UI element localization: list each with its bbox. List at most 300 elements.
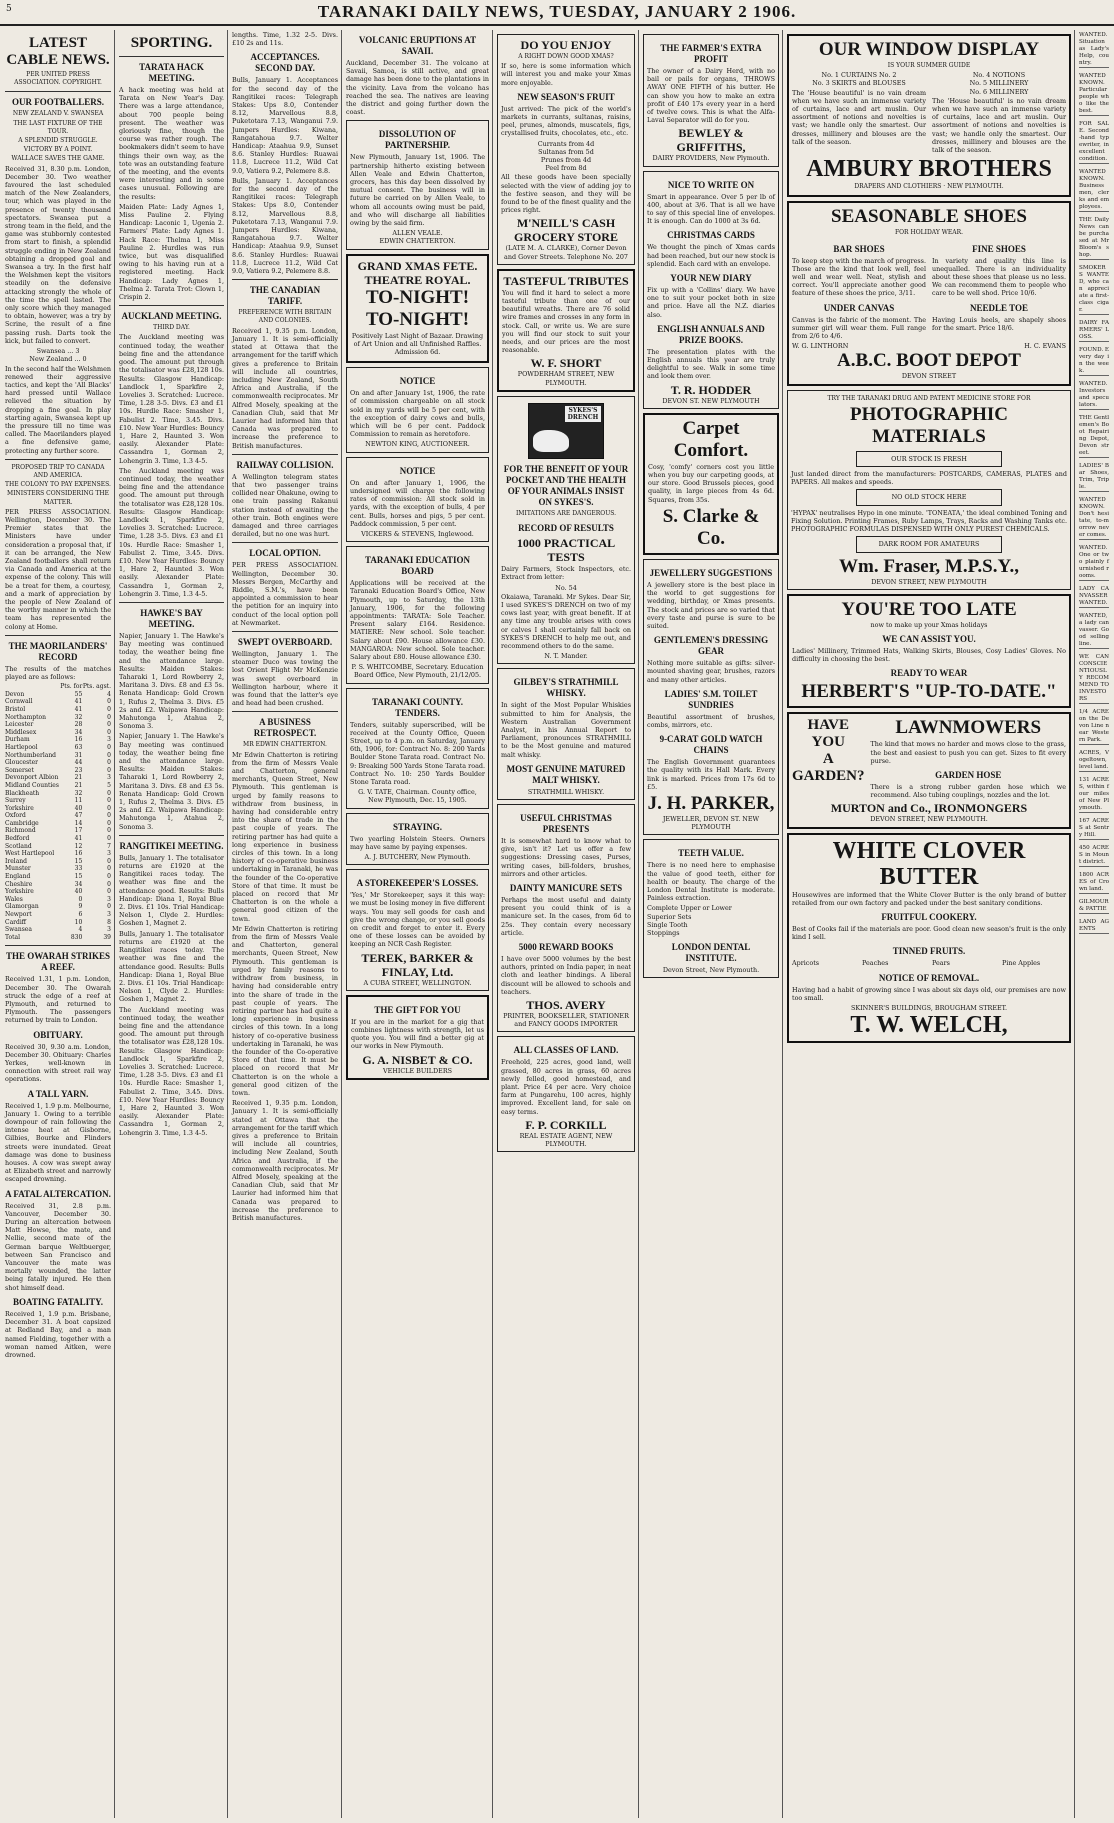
article-text: Mr Edwin Chatterton is retiring from the firm of Messrs Veale and Chatterton, general merchants, Queen Street, New Plymouth. This gentleman is urged by family reasons to withdraw from business, in having had considerable entry into the share of trade in the past couple of years. The retiring partner has had quite a long experience in business circles of this town. In a long history of co-operative business undertaking in Taranaki, he was the founder of the Co-operative Store of that time. It must be placed on record that Mr Chatterton is on the whole a general good citizen of the town. bbox=[232, 924, 338, 1097]
ad-heading: STRAYING. bbox=[393, 821, 442, 832]
table-row bbox=[5, 812, 111, 820]
table-cell: Devon bbox=[5, 690, 25, 698]
subhead: PREFERENCE WITH BRITAIN AND COLONIES. bbox=[238, 309, 332, 325]
table-cell: 3 bbox=[107, 850, 111, 858]
price-list bbox=[792, 959, 1066, 967]
subhead: MR EDWIN CHATTERTON. bbox=[243, 741, 327, 749]
headline-fatal-altercation: A FATAL ALTERCATION. bbox=[5, 1188, 111, 1199]
ad-text: Having had a habit of growing since I was about six days old, our premises are now too small. bbox=[792, 985, 1066, 1002]
headline-tarata-hack: TARATA HACK MEETING. bbox=[139, 62, 204, 83]
table-cell: Cornwall bbox=[5, 698, 33, 706]
ad-text: The 'House beautiful' is no vain dream when we have such an immense variety of curtains, lace and art muslin. Our assortment of notions and novelties is vast; we handle only the smartest. Our dresses, millinery and blouses are the talk of the season. bbox=[932, 96, 1066, 155]
table-cell: 830 bbox=[70, 933, 83, 941]
table-cell: 15 bbox=[74, 857, 83, 865]
ad-heading: JEWELLERY SUGGESTIONS bbox=[649, 567, 773, 578]
ad-text: The presentation plates with the English annuals this year are truly delightful to see. Walk in some time and look them over. bbox=[647, 347, 775, 381]
price-line: Pears bbox=[932, 959, 950, 968]
table-cell: Newport bbox=[5, 911, 32, 919]
article-text: Received 1, 9.35 p.m. London, January 1. It is semi-officially stated at Ottawa that the arrangement for the tariff which gives a preference to Britain will include all countries, including New Zealand, South Africa and Australia, if the commonwealth reciprocates. Mr Alfred Mosely, speaking at the Canadian Club, said that Mr Laurier had informed him that Canada was prepared to increase the preference to British manufactures. bbox=[232, 326, 338, 450]
price-line: Superior Sets bbox=[647, 912, 692, 921]
advertiser-name: W. F. SHORT bbox=[530, 356, 602, 371]
table-cell: 0 bbox=[107, 903, 111, 911]
advertiser-address: JEWELLER, DEVON ST. NEW PLYMOUTH bbox=[662, 814, 760, 832]
table-cell: Devonport Albion bbox=[5, 774, 59, 782]
headline-swept-overboard: SWEPT OVERBOARD. bbox=[237, 636, 333, 647]
ad-heading: YOUR NEW DIARY bbox=[670, 273, 752, 284]
table-cell: 41 bbox=[74, 705, 83, 713]
ad-heading: SEASONABLE SHOES bbox=[831, 206, 1027, 228]
ad-heading: DISSOLUTION OF PARTNERSHIP. bbox=[378, 129, 457, 151]
table-cell: 3 bbox=[107, 911, 111, 919]
table-header bbox=[5, 683, 111, 691]
divider bbox=[5, 459, 111, 460]
classified-ad: 450 ACRES in Mount district. bbox=[1079, 845, 1109, 865]
classified-ad: 167 ACRES at Sentry Hill. bbox=[1079, 818, 1109, 838]
garden-word: HAVE bbox=[807, 717, 849, 734]
advertiser-name: LONDON DENTAL INSTITUTE. bbox=[671, 942, 751, 964]
proprietor-name: W. G. LINTHORN bbox=[792, 342, 849, 351]
ad-text: There is no need here to emphasise the value of good teeth, either for health or beauty. The charge of the London Dental Institute is moderate. Painless extraction. bbox=[647, 861, 775, 903]
headline-hawkes-bay: HAWKE'S BAY MEETING. bbox=[140, 607, 203, 629]
table-cell: 15 bbox=[74, 873, 83, 881]
ad-abc-boot bbox=[787, 201, 1071, 385]
ad-heading: NICE TO WRITE ON bbox=[667, 179, 755, 190]
column-8-classifieds bbox=[1076, 30, 1112, 1818]
block-right bbox=[871, 717, 1066, 801]
advertiser-address: DRAPERS AND CLOTHIERS · NEW PLYMOUTH. bbox=[854, 183, 1004, 191]
classified-ad: WANTED. Investors and speculators. bbox=[1079, 381, 1109, 408]
ad-heading: READY TO WEAR bbox=[890, 668, 968, 679]
ad-text: Fix up with a 'Collins' diary. We have one to suit your pocket both in size and price. Have all the N.Z. diaries also. bbox=[647, 286, 775, 319]
table-cell: Leicester bbox=[5, 721, 34, 729]
ad-text: We thought the pinch of Xmas cards had been reached, but our new stock is splendid. Each card with an envelope. bbox=[647, 243, 775, 268]
ad-carpet-comfort bbox=[643, 413, 779, 555]
table-cell: 40 bbox=[74, 804, 83, 812]
advertiser-name: G. A. NISBET & CO. bbox=[362, 1052, 473, 1067]
headline-boating-fatality: BOATING FATALITY. bbox=[12, 1296, 104, 1307]
table-row bbox=[5, 767, 111, 775]
table-row bbox=[5, 706, 111, 714]
table-row bbox=[5, 714, 111, 722]
notice-county-tenders bbox=[346, 688, 489, 809]
ad-text: If you are in the market for a gig that combines lightness with strength, let us quote you. You will find a better gig at our works in New Plymouth. bbox=[351, 1017, 484, 1051]
price-line: Pine Apples bbox=[1002, 959, 1041, 968]
advertiser-address: (LATE M. A. CLARKE), Corner Devon and Gover Streets. Telephone No. 207 bbox=[504, 244, 628, 261]
column-5 bbox=[494, 30, 639, 1818]
advertiser-name: BEWLEY & GRIFFITHS, bbox=[676, 126, 746, 155]
article-text: PER PRESS ASSOCIATION. Wellington, December 30. The Premier states that the Ministers have under consideration a proposal that, if it can be arranged, the New Zealand footballers shall return via Canada and America at the expense of the colony. This will be a treat for them, a courtesy, and a mark of appreciation by the people of New Zealand of the worthy manner in which the team has represented the colony at Home. bbox=[5, 507, 111, 631]
signature: ALLEN VEALE. bbox=[392, 229, 443, 238]
divider bbox=[232, 631, 338, 632]
table-cell: 3 bbox=[107, 926, 111, 934]
ad-heading: NOTICE bbox=[399, 465, 436, 476]
table-cell: 0 bbox=[107, 797, 111, 805]
signature: A. J. BUTCHERY, New Plymouth. bbox=[364, 852, 471, 861]
table-row bbox=[5, 843, 111, 851]
classified-ad: FOUND. Every day in the week. bbox=[1079, 347, 1110, 374]
classified-ad: WANTED. One or two plainly furnished rooms. bbox=[1079, 545, 1109, 579]
advertiser-address: A CUBA STREET, WELLINGTON. bbox=[363, 978, 472, 987]
table-row bbox=[5, 797, 111, 805]
ad-text: Perhaps the most useful and dainty present you could think of is a manicure set. In the cases, from 6d to 25s. They contain every necessary article. bbox=[501, 895, 631, 937]
price-line: Peel from 8d bbox=[545, 164, 587, 173]
divider bbox=[119, 56, 224, 57]
ad-text: Smart in appearance. Over 5 per lb of 400, about at 3/6. That is all we have to say of this special line of envelopes. It is enough. Can do 1000 at 3s 6d. bbox=[647, 192, 775, 226]
table-cell: Cardiff bbox=[5, 918, 27, 926]
ad-text: Two yearling Holstein Steers. Owners may have same by paying expenses. bbox=[350, 834, 485, 851]
table-row bbox=[5, 911, 111, 919]
classifieds-list bbox=[1079, 32, 1109, 934]
ad-text: You will find it hard to select a more tasteful tribute than one of our beautiful wreaths. There are 76 solid wire frames and crosses in any form in stock. Call, or write us. We are sure you will find our stock to suit your needs, and our prices are the most reasonable. bbox=[502, 288, 630, 355]
headline-rangitikei: RANGITIKEI MEETING. bbox=[119, 840, 224, 851]
score-line: Swansea ... 3 bbox=[36, 347, 80, 356]
article-text: Maiden Plate: Lady Agnes 1, Miss Pauline 2. Flying Handicap: Laconic 1, Ugenia 2. Farmers' Plate: Lady Agnes 1. Hack Race: Thelma 1, Miss Pauline 2. Hurdles was run twice, but was disqualified owing to his having run at a registered meeting. Hack Handicap: Lady Agnes 1, Thelma 2. Tarata Trot: Clown 1, Crispin 2. bbox=[119, 202, 224, 302]
advertiser-name: F. P. CORKILL bbox=[525, 1117, 607, 1132]
ad-text: Canvas is the fabric of the moment. The summer girl will wear them. Full range from 2/6 to 4/6. bbox=[792, 315, 926, 341]
divider bbox=[5, 945, 111, 946]
classified-ad: THE Gentlemen's Boot Repairing Depot, Devon street. bbox=[1079, 415, 1109, 456]
headline-local-option: LOCAL OPTION. bbox=[249, 548, 321, 559]
advertiser-name: T. R. HODDER bbox=[670, 382, 752, 397]
ad-text: The owner of a Dairy Herd, with no bail or pails for organs, THROWS AWAY ONE FIFTH of his butter. He can show you how to make an extra profit of £40 17s every year in a herd of twelve cows. This is what the Alfa-Laval Separator will do for you. bbox=[647, 67, 775, 125]
ad-headline: 1000 PRACTICAL TESTS bbox=[516, 536, 616, 565]
subhead: THE LAST FIXTURE OF THE TOUR. bbox=[13, 119, 103, 135]
cow-shape bbox=[533, 430, 569, 452]
signature: NEWTON KING, AUCTIONEER. bbox=[365, 440, 470, 449]
masthead bbox=[0, 0, 1114, 26]
ad-text: Nothing more suitable as gifts: silver-mounted shaving gear, brushes, razors and many other articles. bbox=[647, 659, 775, 684]
advertiser-address: DAIRY PROVIDERS, New Plymouth. bbox=[652, 154, 770, 163]
ad-corkill bbox=[497, 1036, 635, 1152]
ad-heading: GARDEN HOSE bbox=[935, 769, 1002, 780]
block-left bbox=[792, 71, 926, 156]
headline-business-retrospect: A BUSINESS RETROSPECT. bbox=[253, 717, 317, 739]
ad-heading: NOTICE bbox=[399, 376, 436, 387]
boxed-heading: DARK ROOM FOR AMATEURS bbox=[856, 536, 1002, 552]
ad-text: A jewellery store is the best place in the world to get suggestions for wedding, birthday, or Xmas presents. The stock and prices are so varied that every taste and purse is sure to be suited. bbox=[647, 580, 775, 630]
ad-sykes-drench bbox=[497, 396, 635, 664]
advertiser-address: POWDERHAM STREET, NEW PLYMOUTH. bbox=[517, 370, 615, 387]
subhead: VICTORY BY A POINT. bbox=[23, 146, 93, 154]
article-text: Received 1, 1.9 p.m. Brisbane, December 31. A boat capsized at Redland Bay, and a man named Fielding, together with a woman named Aitken, were drowned. bbox=[5, 1309, 111, 1359]
ad-heading: FRUITFUL COOKERY. bbox=[881, 911, 977, 922]
table-cell: Richmond bbox=[5, 827, 36, 835]
table-cell: Scotland bbox=[5, 842, 32, 850]
notice-newton-king bbox=[346, 367, 489, 452]
article-text: The Auckland meeting was continued today, the weather being fine and the attendance good. The amount put through the totalisator was £28,128 10s. Results: Glasgow Handicap: Landlock 1, Sparkfire 2, Lovelies 3. Scratched: Lucrece. Time, 1.28 3-5. Divs. £3 and £1 10s. Hurdle Race: Smasher 1, Fabulist 2. Time, 3.45. Divs. £10. New Year Hurdles: Bouncy 1, Hare 2, Haunted 3. Won easily. Alexander Plate: Cassandra 1, Gorman 2, Lohengrin 3. Time, 1.3 4-5. bbox=[119, 1005, 224, 1137]
ad-text: Housewives are informed that the White Clover Butter is the only brand of butter retailed from our own factory and packed under the best sanitary conditions. bbox=[792, 890, 1066, 907]
advertiser-address: PRINTER, BOOKSELLER, STATIONER and FANCY GOODS IMPORTER bbox=[503, 1012, 629, 1029]
table-cell: Midland Counties bbox=[5, 781, 59, 789]
ad-heading: CHRISTMAS CARDS bbox=[667, 230, 755, 241]
block-right bbox=[932, 239, 1066, 343]
table-cell: 0 bbox=[107, 789, 111, 797]
item-heading: FINE SHOES bbox=[972, 243, 1026, 254]
subhead: THE COLONY TO PAY EXPENSES. bbox=[5, 481, 111, 489]
ad-text: On and after January 1st, 1906, the rate of commission chargeable on all stock sold in my yards will be 5 per cent, with the exception of dairy cows and bulls, which will be 6 per cent. Paddock Commission to remain as heretofore. bbox=[350, 389, 485, 439]
ad-text: Positively Last Night of Bazaar. Drawing of Art Union and all Unfinished Raffles. Admission 6d. bbox=[351, 331, 484, 357]
garden-word: A bbox=[822, 751, 834, 768]
ad-heading: OUR WINDOW DISPLAY bbox=[818, 39, 1040, 60]
headline-owarah: THE OWARAH STRIKES A REEF. bbox=[5, 951, 111, 973]
price-line: Peaches bbox=[862, 959, 889, 968]
classified-ad: WE CAN CONSCIENTIOUSLY RECOMMEND TO INVESTORS bbox=[1079, 654, 1109, 702]
table-cell: 0 bbox=[107, 880, 111, 888]
notice-vickers-stevens bbox=[346, 457, 489, 542]
table-cell: 5 bbox=[107, 781, 111, 789]
subhead: THIRD DAY. bbox=[153, 324, 190, 332]
headline-railway-collision: RAILWAY COLLISION. bbox=[236, 459, 334, 470]
classified-ad: GILMOUR & PATTIE bbox=[1079, 899, 1109, 912]
table-row bbox=[5, 790, 111, 798]
ad-text: 'Yes,' Mr Storekeeper, says it this way: we must be losing money in five different ways. You may sell goods for cash and give the wrong change, or you sell goods on credit and forget to enter it. Every one of these losses can be avoided by keeping an NCR Cash Register. bbox=[350, 891, 485, 949]
table-cell: 17 bbox=[74, 827, 83, 835]
table-cell: 12 bbox=[74, 842, 83, 850]
headline-sporting: SPORTING. bbox=[130, 35, 213, 51]
table-cell: 0 bbox=[107, 728, 111, 736]
ad-heading: 5000 REWARD BOOKS bbox=[518, 941, 614, 952]
table-cell: Wales bbox=[5, 895, 23, 903]
classified-ad: THE Daily News can be purchased at Mr Bloom's shop. bbox=[1079, 217, 1109, 258]
table-cell: Northampton bbox=[5, 713, 47, 721]
headline-volcanic: VOLCANIC ERUPTIONS AT SAVAII. bbox=[358, 35, 477, 56]
ad-text: In variety and quality this line is unequalled. There is an individuality about these shoes that please us no less. We can recommend them to people who care to be well shod. Price 10/6. bbox=[932, 256, 1066, 298]
ad-footer: STRATHMILL WHISKY. bbox=[527, 787, 605, 796]
table-row bbox=[5, 752, 111, 760]
table-cell: Somerset bbox=[5, 766, 34, 774]
classified-ad: LADIES' Bar Shoes, Trim, Triple. bbox=[1079, 463, 1109, 490]
advertiser-address: SKINNER'S BUILDINGS, BROUGHAM STREET. bbox=[850, 1003, 1008, 1012]
ad-heading: NOTICE OF REMOVAL. bbox=[878, 972, 980, 983]
table-body bbox=[5, 691, 111, 934]
ad-text: The English Government guarantees the quality with its Hall Mark. Every link is marked. Prices from 17s 6d to £5. bbox=[647, 758, 775, 791]
classified-ad: ACRES, Vogeltown, level land. bbox=[1079, 750, 1109, 770]
table-row bbox=[5, 865, 111, 873]
ad-storekeeper bbox=[346, 869, 489, 991]
garden-word: YOU bbox=[811, 734, 845, 751]
headline-auckland-meeting: AUCKLAND MEETING. bbox=[121, 311, 222, 322]
ad-heading: GENTLEMEN'S DRESSING GEAR bbox=[653, 635, 769, 657]
column-header: Pts. agst. bbox=[82, 683, 111, 691]
garden-question bbox=[792, 717, 865, 801]
classified-ad: DAIRY FARMERS' LOSS. bbox=[1079, 320, 1109, 340]
ad-text: Ladies' Millinery, Trimmed Hats, Walking Skirts, Blouses, Cosy Ladies' Gloves. No difficulty in choosing the best. bbox=[792, 646, 1066, 664]
advertiser-name: TEREK, BARKER & FINLAY, Ltd. bbox=[361, 950, 474, 979]
signature: VICKERS & STEVENS, Inglewood. bbox=[361, 529, 474, 538]
article-text: Mr Edwin Chatterton is retiring from the firm of Messrs Veale and Chatterton, general merchants, Queen Street, New Plymouth. This gentleman is urged by family reasons to withdraw from business, in having had considerable entry into the share of trade in the past couple of years. The retiring partner has had quite a long experience in business circles of this town. In a long history of co-operative business undertaking in Taranaki, he was the founder of the Co-operative Store of that time. It must be placed on record that Mr Chatterton is on the whole a general good citizen of the town. bbox=[232, 750, 338, 923]
article-text: Wellington, January 1. The steamer Duco was towing the lost Orient Flight Mr McKenzie was swept overboard in Wellington harbour, where it was found that the latter's eye and head had been crushed. bbox=[232, 649, 338, 708]
ad-heading: THE FARMER'S EXTRA PROFIT bbox=[660, 43, 762, 64]
ad-ambury bbox=[787, 34, 1071, 197]
divider bbox=[232, 542, 338, 543]
table-cell: 23 bbox=[74, 766, 83, 774]
ad-dental bbox=[643, 839, 779, 978]
item-heading: NEEDLE TOE bbox=[970, 302, 1028, 313]
table-row bbox=[5, 873, 111, 881]
advertiser-name: THOS. AVERY bbox=[526, 998, 606, 1012]
table-row bbox=[5, 888, 111, 896]
table-row bbox=[5, 744, 111, 752]
ad-text: Dairy Farmers, Stock Inspectors, etc. Extract from letter: bbox=[501, 565, 631, 582]
table-cell: Middlesex bbox=[5, 728, 37, 736]
headline-obituary: OBITUARY. bbox=[33, 1029, 83, 1040]
column-header: Pts. for bbox=[60, 683, 83, 691]
table-cell: 16 bbox=[74, 850, 83, 858]
classified-ad: FOR SALE. Second-hand typewriter, in excellent condition. bbox=[1079, 121, 1109, 162]
table-total-row bbox=[5, 934, 111, 942]
advertiser-name: MURTON and Co., IRONMONGERS bbox=[830, 801, 1028, 816]
ad-heading: A STOREKEEPER'S LOSSES. bbox=[356, 878, 479, 889]
table-row bbox=[5, 774, 111, 782]
ad-heading: DAINTY MANICURE SETS bbox=[509, 882, 623, 893]
table-cell: 0 bbox=[107, 857, 111, 865]
table-row bbox=[5, 805, 111, 813]
table-cell: 0 bbox=[107, 819, 111, 827]
article-text: A hack meeting was held at Tarata on New Year's Day. There was a large attendance, about 700 people being present. The weather was gloriously fine, though the course was rather rough. The bookmakers didn't seem to have things their own way, as the tote was an outstanding feature of the meeting, and the events were interesting and in some cases unusual. Following are the results: bbox=[119, 86, 224, 201]
ad-subheading: A RIGHT DOWN GOOD XMAS? bbox=[518, 53, 614, 60]
ad-heading: TARANAKI EDUCATION BOARD bbox=[365, 555, 470, 577]
ad-text: All these goods have been specially selected with the view of adding joy to the festive season, and they will be found to be of the finest quality and the prices right. bbox=[501, 173, 631, 215]
ad-welch bbox=[787, 833, 1071, 1044]
table-row bbox=[5, 691, 111, 699]
price-line: Single Tooth bbox=[647, 920, 688, 929]
table-cell: 41 bbox=[74, 835, 83, 843]
signature: G. V. TATE, Chairman. County office, New Plymouth, Dec. 15, 1905. bbox=[358, 788, 477, 805]
table-cell: 4 bbox=[78, 926, 83, 934]
table-row bbox=[5, 896, 111, 904]
ad-text: The 'House beautiful' is no vain dream when we have such an immense variety of curtains, lace and art muslin. Our assortment of notions and novelties is vast; we handle only the smartest. Our dresses, millinery and blouses are the talk of the season. bbox=[792, 88, 926, 146]
column-6 bbox=[640, 30, 783, 1818]
table-cell: 0 bbox=[107, 721, 111, 729]
item-heading: No. 5 MILLINERY bbox=[969, 79, 1029, 88]
ad-mneill bbox=[497, 34, 635, 265]
table-cell: 32 bbox=[74, 713, 83, 721]
subhead: PER UNITED PRESS ASSOCIATION. COPYRIGHT. bbox=[14, 71, 102, 87]
two-column-block bbox=[792, 71, 1066, 156]
classified-ad: 1800 ACRES of Crown land. bbox=[1079, 872, 1109, 892]
table-cell: England bbox=[5, 873, 31, 881]
table-row bbox=[5, 759, 111, 767]
classified-ad: 131 ACRES, within four miles of New Plymouth. bbox=[1079, 777, 1109, 811]
item-heading: No. 3 SKIRTS and BLOUSES bbox=[812, 79, 906, 88]
table-cell: Munster bbox=[5, 865, 31, 873]
ad-text: The kind that mows no harder and mows close to the grass, the best and easiest to push you can get. Sizes to fit every purse. bbox=[870, 740, 1066, 765]
table-cell: 4 bbox=[107, 690, 111, 698]
table-cell: 0 bbox=[107, 759, 111, 767]
ad-heading: Carpet Comfort. bbox=[673, 417, 749, 461]
divider bbox=[119, 602, 224, 603]
table-row bbox=[5, 827, 111, 835]
article-text: Received 1, 1.9 p.m. Melbourne, January 1. Owing to a terrible downpour of rain following the intense heat at Gisborne, Gilbies, Bourke and Flinders streets were inundated. Great damage was done to business houses. A cow was swept away at Elizabeth street and narrowly escaped drowning. bbox=[5, 1101, 111, 1184]
proprietors bbox=[792, 342, 1066, 350]
price-line: Apricots bbox=[792, 959, 820, 968]
article-text: PER PRESS ASSOCIATION. Wellington, December 30. Messrs Bergen, McCarthy and Riddle, S.M.'s, have been appointed a commission to hear the petition for an inquiry into conduct of the local option poll at Newmarket. bbox=[232, 561, 338, 627]
block-right bbox=[932, 71, 1066, 156]
article-text: Received 1.31, 1 p.m. London, December 30. The Owarah struck the edge of a reef at Plymouth, and returned to Plymouth. The passengers returned by train to London. bbox=[5, 975, 111, 1025]
ad-heading: THEATRE ROYAL. bbox=[364, 272, 471, 287]
table-cell: 0 bbox=[107, 713, 111, 721]
table-cell: Hartlepool bbox=[5, 743, 38, 751]
table-cell: 40 bbox=[74, 888, 83, 896]
subhead: A SPLENDID STRUGGLE. bbox=[18, 137, 98, 145]
advertiser-address: DEVON STREET bbox=[901, 372, 957, 381]
classified-ad: WANTED, a lady canvasser. Good selling line. bbox=[1079, 613, 1109, 647]
ad-text: Cosy, 'comfy' corners cost you little when you buy our carpeting goods, at our store. Good Brussels pieces, good quality, in large pieces from 4s 6d. Squares, from 35s. bbox=[648, 462, 774, 504]
advertiser-address: DEVON STREET, NEW PLYMOUTH bbox=[871, 577, 987, 586]
table-cell: 21 bbox=[74, 774, 83, 782]
divider bbox=[232, 711, 338, 712]
advertiser-address: DEVON STREET, NEW PLYMOUTH. bbox=[870, 815, 988, 824]
table-row bbox=[5, 729, 111, 737]
table-row bbox=[5, 698, 111, 706]
table-cell: Blackheath bbox=[5, 789, 40, 797]
table-cell: 0 bbox=[78, 895, 83, 903]
ad-heading: PHOTOGRAPHIC MATERIALS bbox=[850, 403, 1008, 447]
divider bbox=[119, 305, 224, 306]
ad-text: There is a strong rubber garden hose which we recommend. Also tubing couplings, nozzles and the lot. bbox=[870, 782, 1066, 800]
table-cell: 0 bbox=[107, 705, 111, 713]
table-cell: West Hartlepool bbox=[5, 850, 55, 858]
ad-subheading: FOR HOLIDAY WEAR. bbox=[894, 229, 964, 237]
ad-text: 'HYPAX' neutralises Hypo in one minute. 'TONEATA,' the ideal combined Toning and Fixing Solution. Printing Frames, Ruby Lamps, Trays, Racks and Washing Tanks etc. PHOTOGRAPHIC FORMULAS DISPENSED WITH ONLY PUREST CHEMICALS. bbox=[791, 508, 1067, 534]
table-cell: 31 bbox=[74, 751, 83, 759]
ad-heading: USEFUL CHRISTMAS PRESENTS bbox=[520, 812, 612, 834]
table-cell: 39 bbox=[103, 933, 111, 941]
article-text: The Auckland meeting was continued today, the weather being fine and the attendance good. The amount put through the totalisator was £28,128 10s. Results: Glasgow Handicap: Landlock 1, Sparkfire 2, Lovelies 3. Scratched: Lucrece. Time, 1.28 3-5. Divs. £3 and £1 10s. Hurdle Race: Smasher 1, Fabulist 2. Time, 3.45. Divs. £10. New Year Hurdles: Bouncy 1, Hare 2, Haunted 3. Won easily. Alexander Plate: Cassandra 1, Gorman 2, Lohengrin 3. Time, 1.3 4-5. bbox=[119, 466, 224, 598]
headline-our-footballers: OUR FOOTBALLERS. bbox=[11, 97, 105, 108]
drench-label: SYKES'S DRENCH bbox=[565, 406, 601, 422]
block-left bbox=[792, 239, 926, 343]
table-cell: Total bbox=[5, 933, 21, 941]
table-row bbox=[5, 919, 111, 927]
advertiser-address: REAL ESTATE AGENT, NEW PLYMOUTH. bbox=[519, 1131, 613, 1149]
table-cell: 33 bbox=[74, 865, 83, 873]
divider bbox=[232, 279, 338, 280]
table-cell: 0 bbox=[107, 743, 111, 751]
table-cell: Ireland bbox=[5, 857, 27, 865]
ad-heading: THE GIFT FOR YOU bbox=[374, 1004, 461, 1015]
ad-text: In sight of the Most Popular Whiskies submitted to him for Analysis, the Western Australian Government Analyst, in his Annual Report to Parliament, pronounces STRATHMILL to be the Most genuine and matured malt whisky. bbox=[501, 701, 631, 759]
boxed-heading: OUR STOCK IS FRESH bbox=[856, 451, 1002, 467]
ad-text: New Plymouth, January 1st, 1906. The partnership hitherto existing between Allen Veale and Edwin Chatterton, grocers, has this day been dissolved by mutual consent. The business will in future be carried on by Allen Veale, to whom all accounts owing must be paid, and who will discharge all liabilities owing by the said firm. bbox=[350, 153, 485, 228]
table-cell: 0 bbox=[107, 865, 111, 873]
table-cell: Yorkshire bbox=[5, 888, 34, 896]
ad-text: To keep step with the march of progress. Those are the kind that look well, feel well and wear well. Neat, stylish and correct. You'll appreciate another good feature of these shoes the price, 3/11. bbox=[792, 256, 926, 298]
ad-heading: TARANAKI COUNTY. TENDERS. bbox=[371, 696, 463, 718]
subhead: PROPOSED TRIP TO CANADA AND AMERICA. bbox=[11, 463, 105, 479]
article-text: Napier, January 1. The Hawke's Bay meeting was continued today, the weather being fine and the attendance large. Results: Maiden Stakes: Taharaki 1, Lord Rowberry 2, Maritana 3. Divs. £8 and £3 5s. Renata Handicap: Gold Crown 1, Rufus 2, Thelma 3. Divs. £5 2s and £2. Waipawa Handicap: Mahutonga 1, Atahua 2, Sonoma 3. bbox=[119, 732, 224, 831]
price-line: Prunes from 4d bbox=[540, 156, 592, 165]
signature: P. S. WHITCOMBE, Secretary. Education Board Office, New Plymouth, 21/12/05. bbox=[351, 663, 484, 680]
column-2 bbox=[116, 30, 228, 1818]
classified-ad: LAND AGENTS bbox=[1079, 919, 1109, 932]
ad-heading: TINNED FRUITS. bbox=[892, 946, 966, 957]
advertiser-name: HERBERT'S "UP-TO-DATE." bbox=[801, 681, 1057, 703]
table-cell: Swansea bbox=[5, 926, 32, 934]
advertiser-name: A.B.C. BOOT DEPOT bbox=[837, 350, 1021, 372]
ad-fraser bbox=[787, 390, 1071, 590]
ad-heading: FOR THE BENEFIT OF YOUR POCKET AND THE HEALTH OF YOUR ANIMALS INSIST ON SYKES'S. bbox=[503, 463, 629, 507]
ad-hodder bbox=[643, 171, 779, 409]
article-text: Bulls, January 1. The totalisator returns are £1920 at the Rangitikei races today. The weather was fine and the attendance good. Results: Bulls Handicap: Diana 1, Royal Blue 2. Divs. £1 10s. Trial Handicap: Nelson 1, Clyde 2. Hurdles: Goshen 1, Magnet 2. bbox=[119, 929, 224, 1004]
table-cell: 7 bbox=[107, 842, 111, 850]
cow-illustration bbox=[528, 403, 604, 459]
price-line: Currants from 4d bbox=[537, 139, 595, 148]
table-cell: Surrey bbox=[5, 797, 26, 805]
price-line: Stoppings bbox=[647, 928, 680, 937]
table-cell: Glamorgan bbox=[5, 903, 39, 911]
classified-ad: WANTED KNOWN. Particular people who like the best. bbox=[1079, 73, 1109, 114]
